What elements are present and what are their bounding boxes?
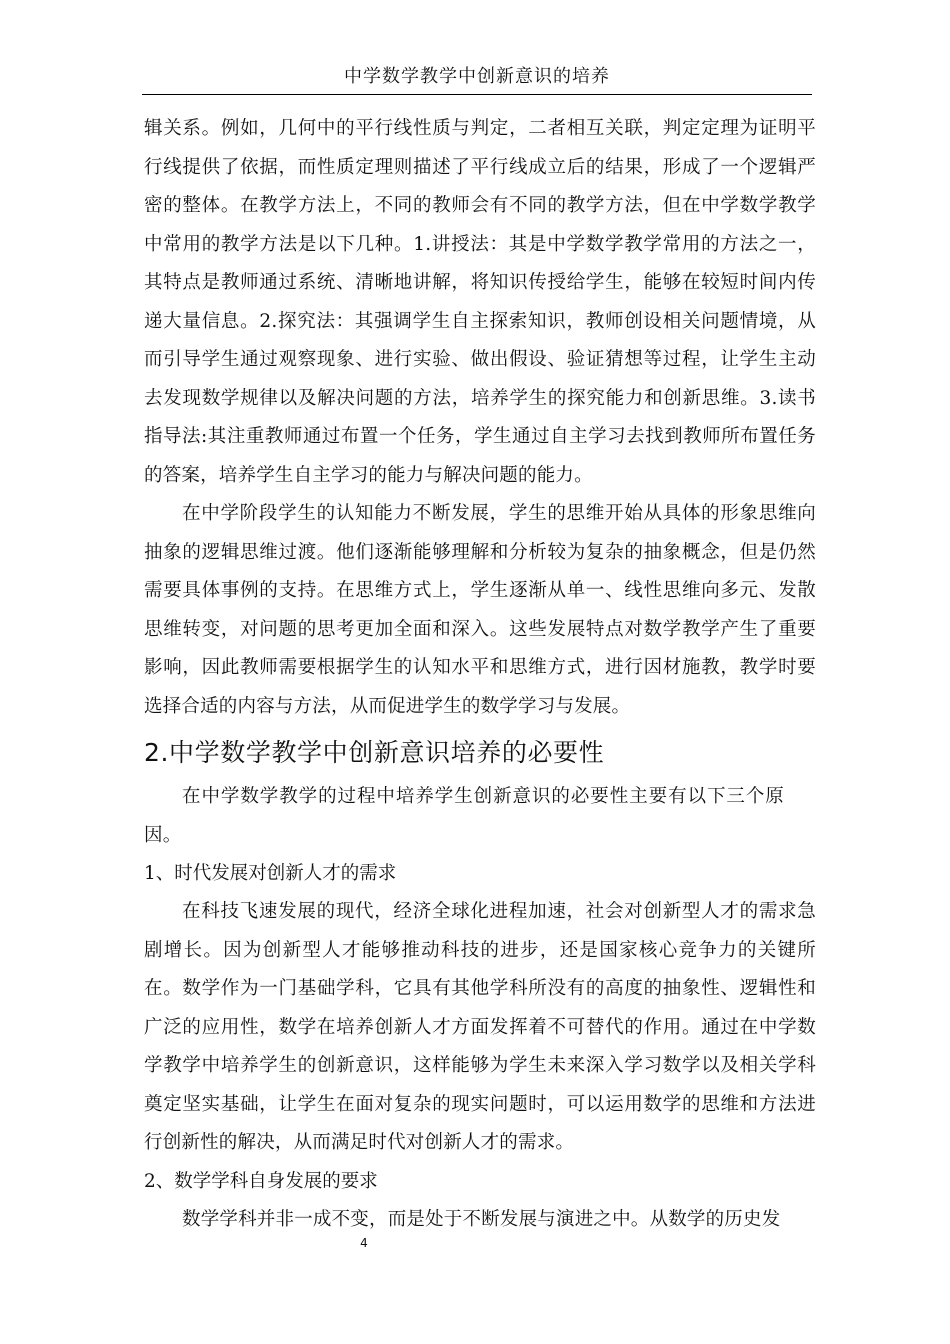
paragraph-era-demand: 在科技飞速发展的现代，经济全球化进程加速，社会对创新型人才的需求急剧增长。因为创新型人才能够推动科技的进步，还是国家核心竞争力的关键所在。数学作为一门基础学科，它具有其他学科所没有的高度的抽象性、逻辑性和广泛的应用性，数学在培养创新人才方面发挥着不可替代的作用。通过在中学数学教学中培养学生的创新意识，这样能够为学生未来深入学习数学以及相关学科奠定坚实基础，让学生在面对复杂的现实问题时，可以运用数学的思维和方法进行创新性的解决，从而满足时代对创新人才的需求。: [144, 901, 816, 1153]
paragraph-discipline-development: 数学学科并非一成不变，而是处于不断发展与演进之中。从数学的历史发: [182, 1208, 781, 1230]
header-rule: [142, 94, 812, 95]
page-number: 4: [360, 1236, 368, 1250]
subheading-era-demand: 1、时代发展对创新人才的需求: [144, 863, 397, 884]
running-header: 中学数学教学中创新意识的培养: [344, 66, 610, 87]
paragraph-cognitive-development: 在中学阶段学生的认知能力不断发展，学生的思维开始从具体的形象思维向抽象的逻辑思维过渡。他们逐渐能够理解和分析较为复杂的抽象概念，但是仍然需要具体事例的支持。在思维方式上，学生逐渐从单一、线性思维向多元、发散思维转变，对问题的思考更加全面和深入。这些发展特点对数学教学产生了重要影响，因此教师需要根据学生的认知水平和思维方式，进行因材施教，教学时要选择合适的内容与方法，从而促进学生的数学学习与发展。: [144, 503, 816, 717]
document-body: [144, 110, 816, 1239]
subheading-discipline-development: 2、数学学科自身发展的要求: [144, 1170, 378, 1192]
paragraph-teaching-methods: 辑关系。例如，几何中的平行线性质与判定，二者相互关联，判定定理为证明平行线提供了依据，而性质定理则描述了平行线成立后的结果，形成了一个逻辑严密的整体。在教学方法上，不同的教师会有不同的教学方法，但在中学数学教学中常用的教学方法是以下几种。1.讲授法：其是中学数学教学常用的方法之一，其特点是教师通过系统、清晰地讲解，将知识传授给学生，能够在较短时间内传递大量信息。2.探究法：其强调学生自主探索知识，教师创设相关问题情境，从而引导学生通过观察现象、进行实验、做出假设、验证猜想等过程，让学生主动去发现数学规律以及解决问题的方法，培养学生的探究能力和创新思维。3.读书指导法:其注重教师通过布置一个任务，学生通过自主学习去找到教师所布置任务的答案，培养学生自主学习的能力与解决问题的能力。: [144, 118, 816, 486]
section-heading: 2.中学数学教学中创新意识培养的必要性: [144, 738, 605, 767]
paragraph-necessity-intro: 在中学数学教学的过程中培养学生创新意识的必要性主要有以下三个原因。: [144, 786, 784, 846]
